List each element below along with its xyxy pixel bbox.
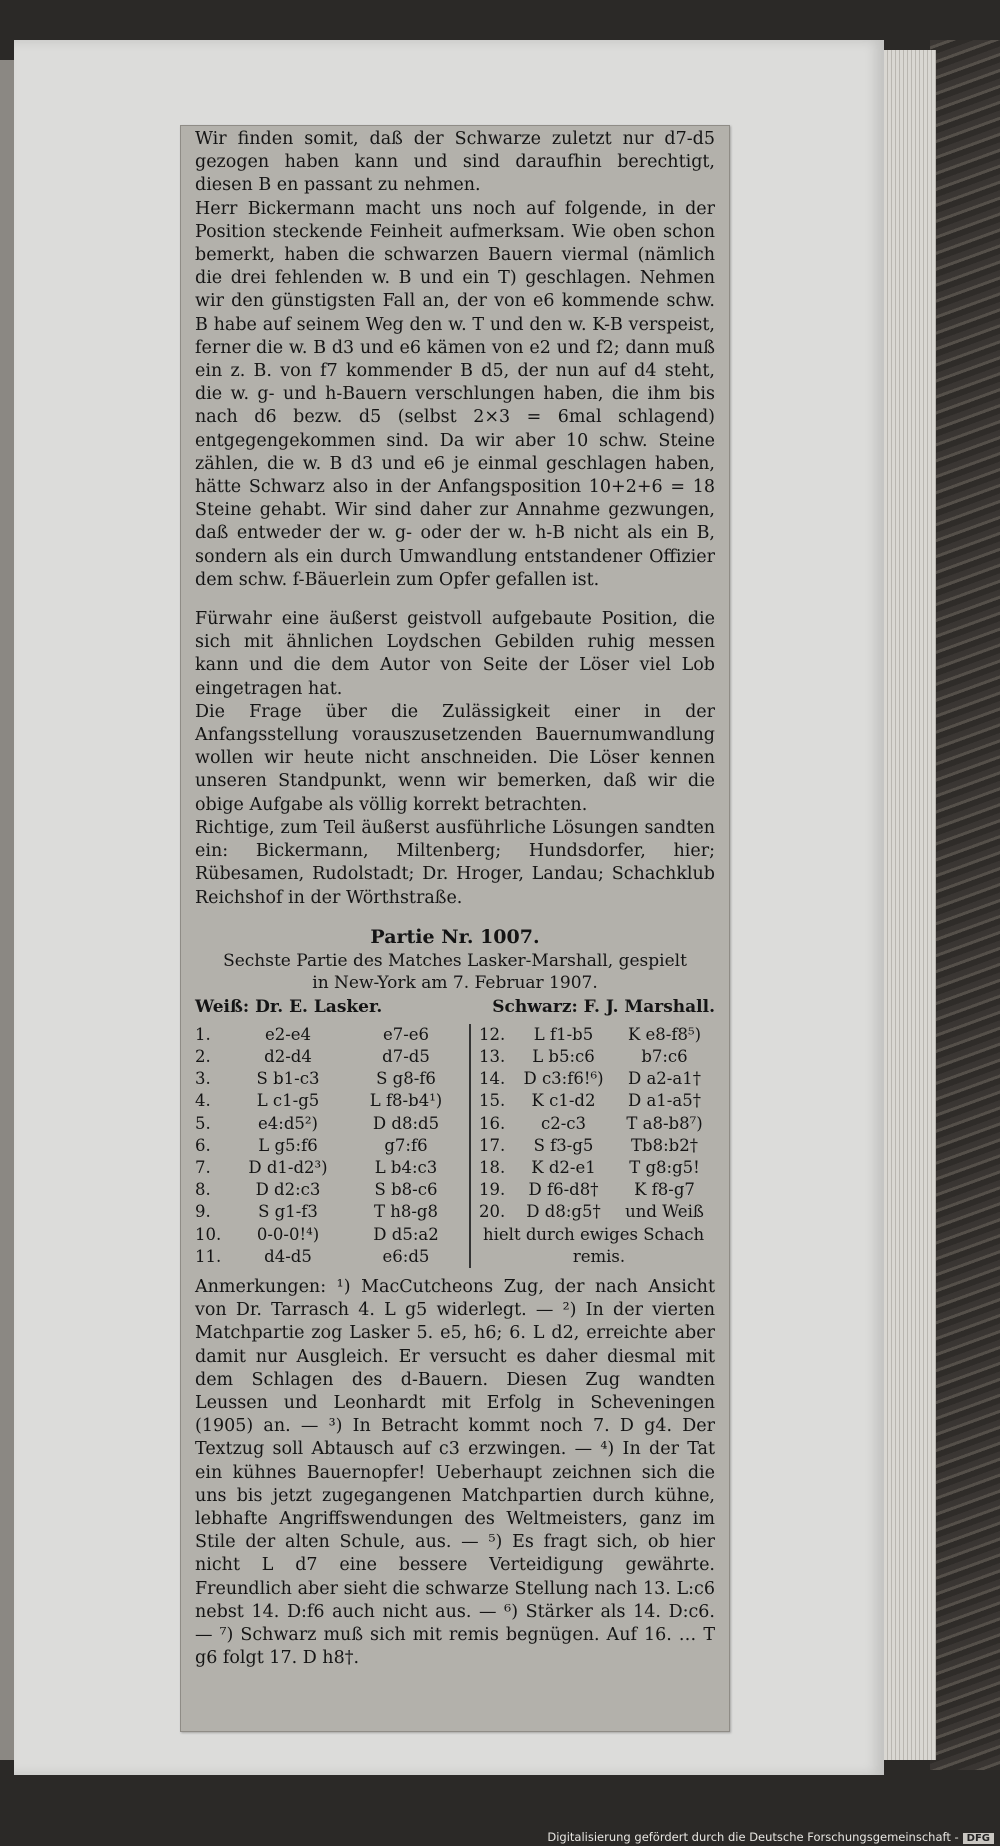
- move-row: [195, 1246, 465, 1268]
- body-paragraph-3: Richtige, zum Teil äußerst ausführliche Lösungen sandten ein: Bickermann, Miltenberg; Hundsdorfer, hier; Rübesamen, Rudolstadt; Dr. Hroger, Landau; Schachklub Reichshof in der Wörthstraße.: [195, 817, 715, 908]
- move-row: [195, 1201, 465, 1223]
- white-move: e2-e4: [264, 1024, 312, 1044]
- white-move: L c1-g5: [256, 1091, 320, 1111]
- black-move: Tb8:b2†: [631, 1135, 698, 1155]
- move-row: [195, 1113, 465, 1135]
- move-row: [479, 1046, 715, 1068]
- white-move: D c3:f6!⁶): [523, 1069, 604, 1089]
- white-move: S f3-g5: [533, 1135, 594, 1155]
- white-move: D d2:c3: [255, 1180, 321, 1200]
- white-move: 0-0-0!⁴): [256, 1224, 320, 1244]
- black-move: S b8-c6: [374, 1180, 438, 1200]
- move-number: 8.: [195, 1180, 211, 1200]
- body-paragraph-1: Fürwahr eine äußerst geistvoll aufgebaute Position, die sich mit ähnlichen Loydschen Gebilden ruhig messen kann und die dem Autor von Seite der Löser viel Lob eingetragen hat.: [195, 609, 715, 699]
- move-row: [195, 1046, 465, 1068]
- move-row: [479, 1090, 715, 1112]
- white-player: Weiß: Dr. E. Lasker.: [195, 996, 383, 1017]
- white-move: L g5:f6: [258, 1135, 318, 1155]
- black-move: L f8-b4¹): [369, 1091, 443, 1111]
- move-number: 17.: [479, 1135, 506, 1155]
- white-move: D f6-d8†: [528, 1180, 599, 1200]
- move-number: 15.: [479, 1091, 506, 1111]
- black-move: K f8-g7: [634, 1180, 695, 1200]
- dfg-logo: DFG: [963, 1833, 994, 1844]
- credit-text: Digitalisierung gefördert durch die Deutsche Forschungsgemeinschaft -: [547, 1830, 959, 1844]
- white-move: e4:d5²): [258, 1113, 318, 1133]
- move-row: [195, 1179, 465, 1201]
- paragraph-gap: [195, 592, 715, 608]
- move-row: [479, 1201, 715, 1223]
- moves-column-right: [471, 1024, 715, 1268]
- page-stack-edges: [880, 50, 936, 1760]
- move-number: 11.: [195, 1246, 222, 1266]
- move-number: 13.: [479, 1046, 506, 1066]
- game-result-line-1: hielt durch ewiges Schach: [483, 1224, 705, 1244]
- black-move: g7:f6: [384, 1135, 428, 1155]
- book-left-edge: [0, 60, 14, 1760]
- intro-paragraph-1: Wir finden somit, daß der Schwarze zuletzt nur d7-d5 gezogen haben kann und sind daraufhin berechtigt, diesen B en passant zu nehmen.: [195, 129, 715, 196]
- move-number: 4.: [195, 1091, 211, 1111]
- white-move: S g1-f3: [258, 1202, 318, 1222]
- black-move: D d8:d5: [372, 1113, 440, 1133]
- game-title: Partie Nr. 1007.: [370, 925, 540, 948]
- white-move: L b5:c6: [532, 1046, 595, 1066]
- annotations-paragraph: Anmerkungen: ¹) MacCutcheons Zug, der nach Ansicht von Dr. Tarrasch 4. L g5 widerlegt. — ²) In der vierten Matchpartie zog Lasker 5. e5, h6; 6. L d2, erreichte aber damit nur Ausgleich. Er versucht es daher diesmal mit dem Schlagen des d-Bauern. Diesen Zug wandten Leussen und Leonhardt mit Erfolg in Scheveningen (1905) an. — ³) In Betracht kommt noch 7. D g4. Der Textzug soll Abtausch auf c3 erzwingen. — ⁴) In der Tat ein kühnes Bauernopfer! Ueberhaupt zeichnen sich die uns bis jetzt zugegangenen Matchpartien durch kühne, lebhafte Angriffswendungen des Weltmeisters, ganz im Stile der alten Schule, aus. — ⁵) Es fragt sich, ob hier nicht L d7 eine bessere Verteidigung gewährte. Freundlich aber sieht die schwarze Stellung nach 13. L:c6 nebst 14. D:f6 auch nicht aus. — ⁶) Stärker als 14. D:c6. — ⁷) Schwarz muß sich mit remis begnügen. Auf 16. … T g6 folgt 17. D h8†.: [195, 1276, 715, 1669]
- move-row: [479, 1179, 715, 1201]
- move-row: [195, 1135, 465, 1157]
- game-subtitle-2: in New-York am 7. Februar 1907.: [312, 972, 598, 993]
- black-move: D a2-a1†: [628, 1069, 701, 1089]
- black-move: d7-d5: [382, 1046, 430, 1066]
- white-move: L f1-b5: [533, 1024, 594, 1044]
- move-row: [195, 1224, 465, 1246]
- white-move: c2-c3: [540, 1113, 587, 1133]
- intro-paragraph-2: Herr Bickermann macht uns noch auf folgende, in der Position steckende Feinheit aufmerksam. Wie oben schon bemerkt, haben die schwarzen Bauern viermal (nämlich die drei fehlenden w. B und ein T) geschlagen. Nehmen wir den günstigsten Fall an, der von e6 kommende schw. B habe auf seinem Weg den w. T und den w. K-B verspeist, ferner die w. B d3 und e6 kämen von e2 und f2; dann muß ein z. B. von f7 kommender B d5, der nun auf d4 steht, die w. g- und h-Bauern verschlungen haben, die ihm bis nach d6 bezw. d5 (selbst 2×3 = 6mal schlagend) entgegengekommen sind. Da wir aber 10 schw. Steine zählen, die w. B d3 und e6 je einmal geschlagen haben, hätte Schwarz also in der Anfangsposition 10+2+6 = 18 Steine gehabt. Wir sind daher zur Annahme gezwungen, daß entweder der w. g- oder der w. h-B nicht als ein B, sondern als ein durch Umwandlung entstandener Offizier dem schw. f-Bäuerlein zum Opfer gefallen ist.: [195, 198, 715, 590]
- move-number: 16.: [479, 1113, 506, 1133]
- move-number: 14.: [479, 1069, 506, 1089]
- move-row: [479, 1135, 715, 1157]
- black-move: L b4:c3: [374, 1157, 438, 1177]
- game-subtitle-1: Sechste Partie des Matches Lasker-Marshall, gespielt: [223, 950, 687, 971]
- move-row: [479, 1113, 715, 1135]
- black-move: und Weiß: [625, 1202, 704, 1222]
- body-paragraph-2: Die Frage über die Zulässigkeit einer in der Anfangsstellung vorauszusetzenden Bauernumwandlung wollen wir heute nicht anschneiden. Die Löser kennen unseren Standpunkt, wenn wir bemerken, daß wir die obige Aufgabe als völlig korrekt betrachten.: [195, 701, 715, 815]
- black-move: K e8-f8⁵): [627, 1024, 702, 1044]
- black-move: e7-e6: [382, 1024, 430, 1044]
- book-cover-marbled: [930, 40, 1000, 1770]
- move-number: 1.: [195, 1024, 211, 1044]
- black-move: T g8:g5!: [629, 1157, 700, 1177]
- move-number: 6.: [195, 1135, 211, 1155]
- game-result-line-2: remis.: [572, 1246, 626, 1266]
- move-row: [195, 1068, 465, 1090]
- move-row: [479, 1024, 715, 1046]
- white-move: D d1-d2³): [248, 1157, 328, 1177]
- white-move: K c1-d2: [531, 1091, 596, 1111]
- move-row: [195, 1024, 465, 1046]
- clipping-content: [195, 128, 715, 1670]
- move-number: 3.: [195, 1069, 211, 1089]
- black-move: S g8-f6: [376, 1069, 436, 1089]
- black-move: b7:c6: [641, 1046, 688, 1066]
- digitization-credit: [547, 1830, 994, 1844]
- black-move: D a1-a5†: [628, 1091, 701, 1111]
- move-row: [195, 1157, 465, 1179]
- move-number: 2.: [195, 1046, 211, 1066]
- move-row: [195, 1090, 465, 1112]
- white-move: D d8:g5†: [526, 1202, 601, 1222]
- black-move: D d5:a2: [373, 1224, 439, 1244]
- move-number: 12.: [479, 1024, 506, 1044]
- newspaper-clipping: [180, 125, 730, 1732]
- black-move: T h8-g8: [373, 1202, 438, 1222]
- move-row: [479, 1157, 715, 1179]
- black-move: T a8-b8⁷): [626, 1113, 703, 1133]
- white-move: d2-d4: [264, 1046, 312, 1066]
- move-number: 7.: [195, 1157, 211, 1177]
- move-number: 19.: [479, 1180, 506, 1200]
- move-number: 9.: [195, 1202, 211, 1222]
- black-move: e6:d5: [382, 1246, 430, 1266]
- moves-column-left: [195, 1024, 471, 1268]
- move-number: 18.: [479, 1157, 506, 1177]
- white-move: K d2-e1: [531, 1157, 596, 1177]
- white-move: d4-d5: [264, 1246, 312, 1266]
- move-number: 20.: [479, 1202, 506, 1222]
- move-row: [479, 1068, 715, 1090]
- black-player: Schwarz: F. J. Marshall.: [492, 996, 715, 1017]
- move-number: 5.: [195, 1113, 211, 1133]
- white-move: S b1-c3: [256, 1069, 320, 1089]
- players-row: [195, 996, 715, 1018]
- moves-table: [195, 1024, 715, 1268]
- move-number: 10.: [195, 1224, 222, 1244]
